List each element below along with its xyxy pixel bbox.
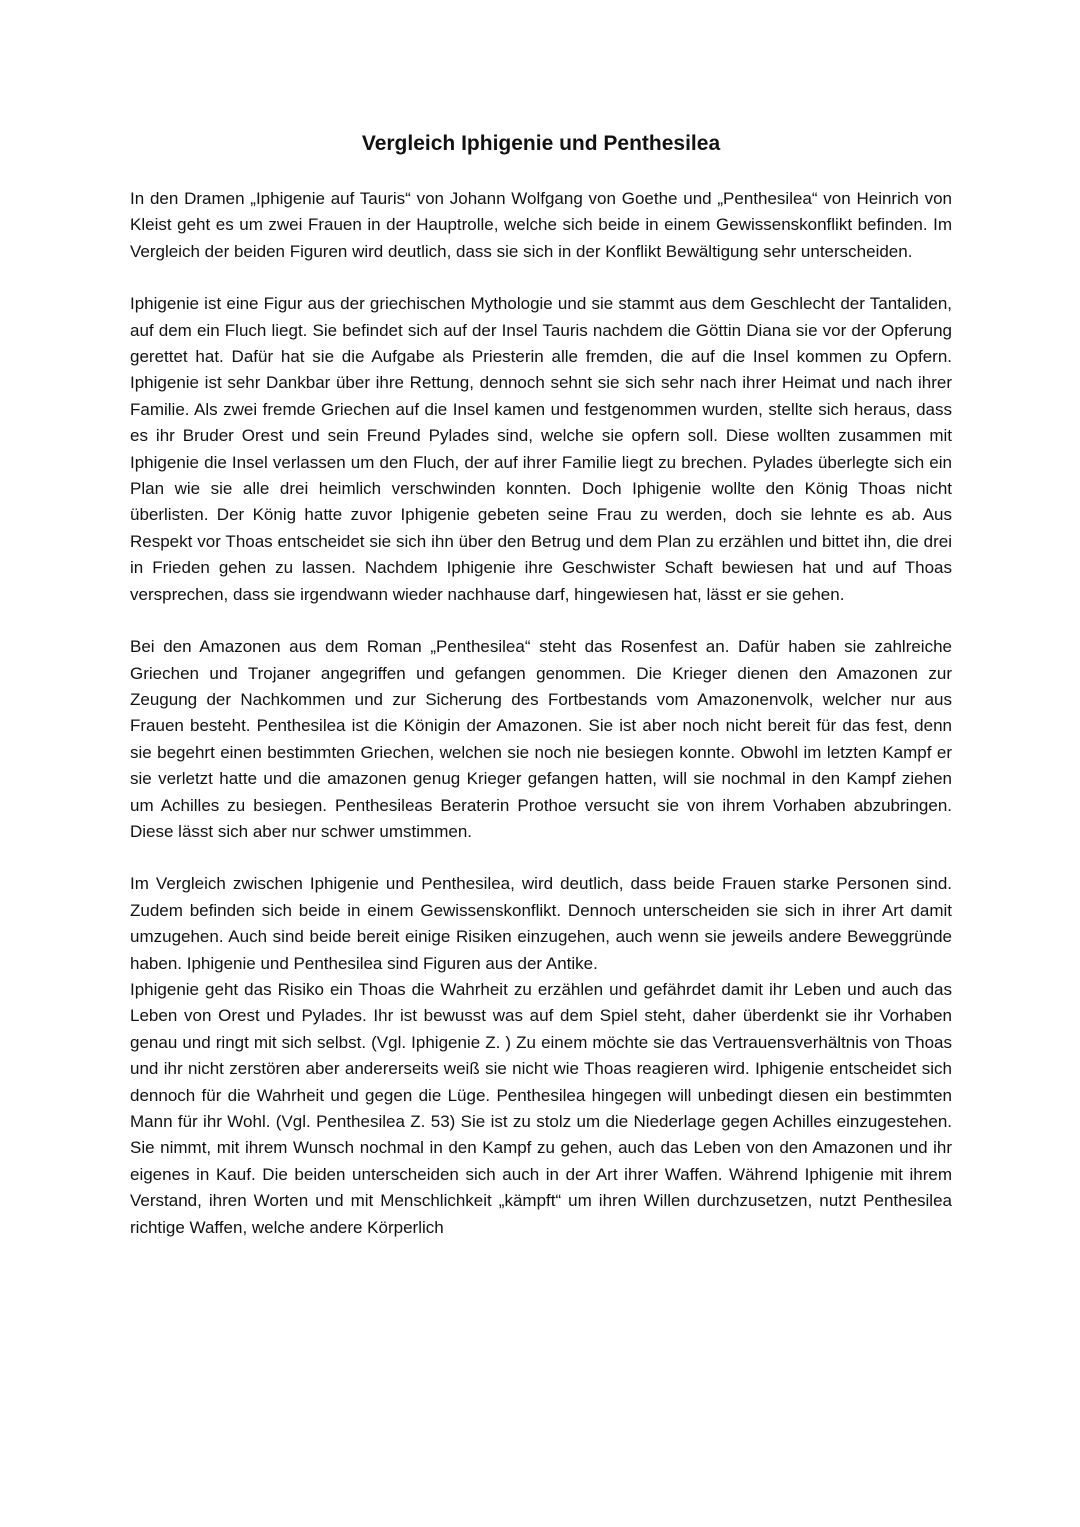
document-page xyxy=(130,128,952,1241)
paragraph-introduction: In den Dramen „Iphigenie auf Tauris“ von Johann Wolfgang von Goethe und „Penthesilea“ von Heinrich von Kleist geht es um zwei Frauen in der Hauptrolle, welche sich beide in einem Gewissenskonflikt befinden. Im Vergleich der beiden Figuren wird deutlich, dass sie sich in der Konflikt Bewältigung sehr unterscheiden. xyxy=(130,189,952,261)
paragraph-comparison: Im Vergleich zwischen Iphigenie und Penthesilea, wird deutlich, dass beide Frauen starke Personen sind. Zudem befinden sich beide in einem Gewissenskonflikt. Dennoch unterscheiden sie sich in ihrer Art damit umzugehen. Auch sind beide bereit einige Risiken einzugehen, auch wenn sie jeweils andere Beweggründe haben. Iphigenie und Penthesilea sind Figuren aus der Antike. xyxy=(130,874,952,973)
document-title: Vergleich Iphigenie und Penthesilea xyxy=(361,132,721,155)
paragraph-iphigenie: Iphigenie ist eine Figur aus der griechischen Mythologie und sie stammt aus dem Geschlecht der Tantaliden, auf dem ein Fluch liegt. Sie befindet sich auf der Insel Tauris nachdem die Göttin Diana sie vor der Opferung gerettet hat. Dafür hat sie die Aufgabe als Priesterin alle fremden, die auf die Insel kommen zu Opfern. Iphigenie ist sehr Dankbar über ihre Rettung, dennoch sehnt sie sich sehr nach ihrer Heimat und nach ihrer Familie. Als zwei fremde Griechen auf die Insel kamen und festgenommen wurden, stellte sich heraus, dass es ihr Bruder Orest und sein Freund Pylades sind, welche sie opfern soll. Diese wollten zusammen mit Iphigenie die Insel verlassen um den Fluch, der auf ihrer Familie liegt zu brechen. Pylades überlegte sich ein Plan wie sie alle drei heimlich verschwinden konnten. Doch Iphigenie wollte den König Thoas nicht überlisten. Der König hatte zuvor Iphigenie gebeten seine Frau zu werden, doch sie lehnte es ab. Aus Respekt vor Thoas entscheidet sie sich ihn über den Betrug und dem Plan zu erzählen und bittet ihn, die drei in Frieden gehen zu lassen. Nachdem Iphigenie ihre Geschwister Schaft bewiesen hat und auf Thoas versprechen, dass sie irgendwann wieder nachhause darf, hingewiesen hat, lässt er sie gehen. xyxy=(130,294,952,604)
paragraph-comparison-details: Iphigenie geht das Risiko ein Thoas die Wahrheit zu erzählen und gefährdet damit ihr Leben und auch das Leben von Orest und Pylades. Ihr ist bewusst was auf dem Spiel steht, daher überdenkt sie ihr Vorhaben genau und ringt mit sich selbst. (Vgl. Iphigenie Z. ) Zu einem möchte sie das Vertrauensverhältnis von Thoas und ihr nicht zerstören aber andererseits weiß sie nicht wie Thoas reagieren wird. Iphigenie entscheidet sich dennoch für die Wahrheit und gegen die Lüge. Penthesilea hingegen will unbedingt diesen ein bestimmten Mann für ihr Wohl. (Vgl. Penthesilea Z. 53) Sie ist zu stolz um die Niederlage gegen Achilles einzugestehen. Sie nimmt, mit ihrem Wunsch nochmal in den Kampf zu gehen, auch das Leben von den Amazonen und ihr eigenes in Kauf. Die beiden unterscheiden sich auch in der Art ihrer Waffen. Während Iphigenie mit ihrem Verstand, ihren Worten und mit Menschlichkeit „kämpft“ um ihren Willen durchzusetzen, nutzt Penthesilea richtige Waffen, welche andere Körperlich xyxy=(130,979,952,1237)
paragraph-penthesilea: Bei den Amazonen aus dem Roman „Penthesilea“ steht das Rosenfest an. Dafür haben sie zahlreiche Griechen und Trojaner angegriffen und gefangen genommen. Die Krieger dienen den Amazonen zur Zeugung der Nachkommen und zur Sicherung des Fortbestands vom Amazonenvolk, welcher nur aus Frauen besteht. Penthesilea ist die Königin der Amazonen. Sie ist aber noch nicht bereit für das fest, denn sie begehrt einen bestimmten Griechen, welchen sie noch nie besiegen konnte. Obwohl im letzten Kampf er sie verletzt hatte und die amazonen genug Krieger gefangen hatten, will sie nochmal in den Kampf ziehen um Achilles zu besiegen. Penthesileas Beraterin Prothoe versucht sie von ihrem Vorhaben abzubringen. Diese lässt sich aber nur schwer umstimmen. xyxy=(130,637,952,841)
